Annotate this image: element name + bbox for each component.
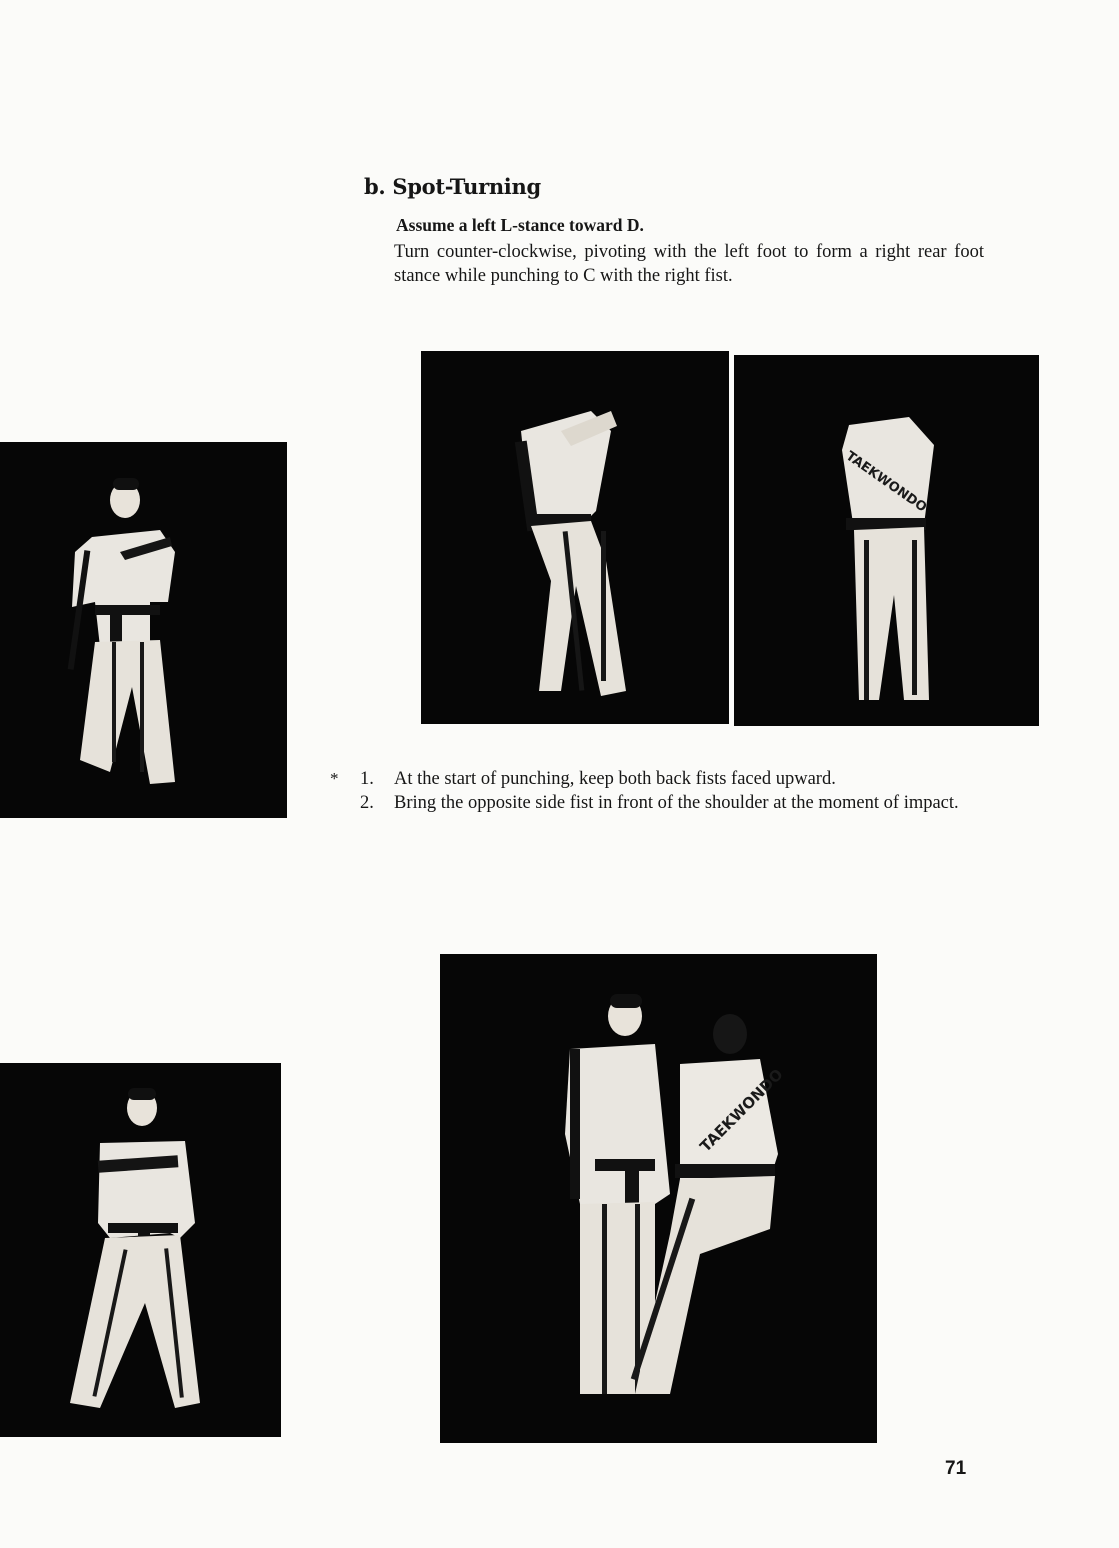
notes-list bbox=[360, 767, 1040, 815]
note-item bbox=[360, 791, 1040, 815]
section-heading: b. Spot-Turning bbox=[364, 174, 541, 199]
uniform-back-lettering: TAEKWONDO bbox=[696, 1065, 787, 1156]
photo-belt-stance bbox=[0, 1063, 281, 1437]
photo-belt-tying-pair bbox=[440, 954, 877, 1443]
section-subheading: Assume a left L-stance toward D. bbox=[396, 215, 644, 235]
note-number: 1. bbox=[360, 769, 374, 789]
note-text: Bring the opposite side fist in front of the shoulder at the moment of impact. bbox=[394, 793, 959, 813]
page-number: 71 bbox=[945, 1458, 967, 1479]
note-item bbox=[360, 767, 1040, 791]
note-text: At the start of punching, keep both back fists faced upward. bbox=[394, 769, 836, 789]
figure-belt-tying-pair bbox=[440, 954, 877, 1443]
figure-belt-stance bbox=[0, 1063, 281, 1437]
section-body-text: Turn counter-clockwise, pivoting with the left foot to form a right rear foot stance while punching to C with the right fist. bbox=[394, 242, 984, 286]
figure-turning-back bbox=[734, 355, 1039, 726]
photo-turning-side bbox=[421, 351, 729, 724]
figure-ready-stance bbox=[0, 442, 287, 818]
note-asterisk: * bbox=[330, 769, 339, 788]
note-number: 2. bbox=[360, 793, 374, 813]
uniform-back-lettering: TAEKWONDO bbox=[842, 448, 930, 516]
photo-turning-back bbox=[734, 355, 1039, 726]
figure-turning-side bbox=[421, 351, 729, 724]
photo-ready-stance bbox=[0, 442, 287, 818]
